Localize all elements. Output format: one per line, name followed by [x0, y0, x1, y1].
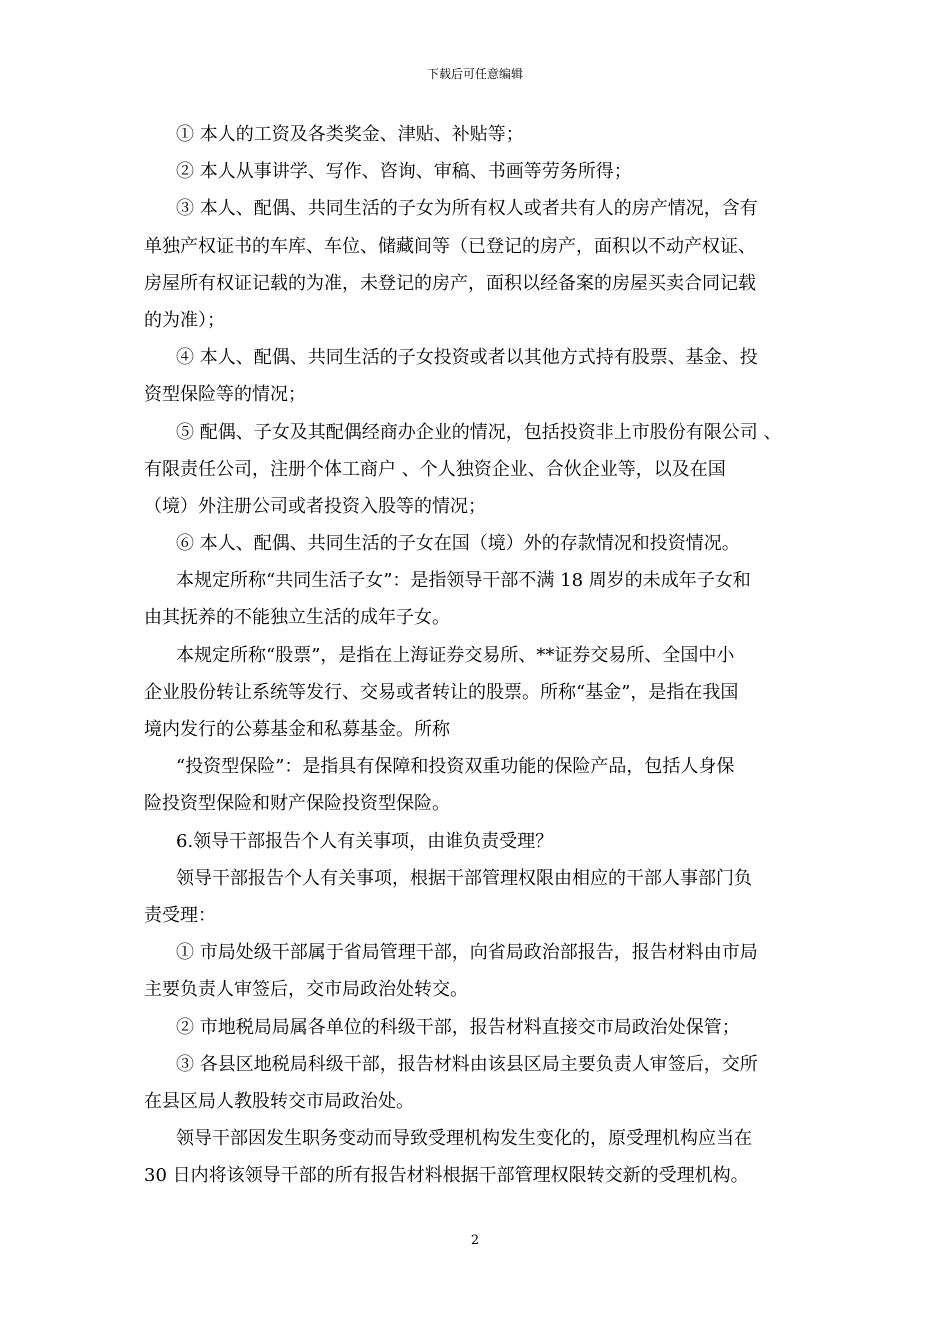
text-line: ① 本人的工资及各类奖金、津贴、补贴等； [176, 124, 524, 145]
text-line: 6.领导干部报告个人有关事项，由谁负责受理？ [176, 830, 554, 852]
text-line: 有限责任公司，注册个体工商户 、个人独资企业、合伙企业等，以及在国 [144, 458, 726, 480]
text-line: ③ 各县区地税局科级干部，报告材料由该县区局主要负责人审签后，交所 [176, 1053, 758, 1075]
text-line: 领导干部报告个人有关事项，根据干部管理权限由相应的干部人事部门负 [176, 867, 752, 889]
text-line: 责受理： [144, 904, 216, 926]
text-line: ② 市地税局局属各单位的科级干部，报告材料直接交市局政治处保管； [176, 1016, 740, 1038]
text-line: 由其抚养的不能独立生活的成年子女。 [144, 607, 450, 629]
text-line: 企业股份转让系统等发行、交易或者转让的股票。所称“基金”，是指在我国 [144, 681, 739, 703]
text-line: ④ 本人、配偶、共同生活的子女投资或者以其他方式持有股票、基金、投 [176, 347, 758, 369]
text-line: 领导干部因发生职务变动而导致受理机构发生变化的，原受理机构应当在 [176, 1128, 752, 1150]
document-body [144, 116, 808, 1194]
text-line: （境）外注册公司或者投资入股等的情况； [144, 495, 486, 517]
text-line: ③ 本人、配偶、共同生活的子女为所有权人或者共有人的房产情况，含有 [176, 198, 758, 220]
text-line: 本规定所称“共同生活子女”：是指领导干部不满 18 周岁的未成年子女和 [176, 570, 751, 592]
page-number: 2 [470, 1233, 480, 1248]
text-line: 本规定所称“股票”，是指在上海证券交易所、**证券交易所、全国中小 [176, 644, 735, 666]
text-line: ② 本人从事讲学、写作、咨询、审稿、书画等劳务所得； [176, 161, 632, 183]
page-header: 下载后可任意编辑 [426, 67, 523, 81]
text-line: ⑤ 配偶、子女及其配偶经商办企业的情况，包括投资非上市股份有限公司 、 [176, 421, 782, 443]
text-line: ⑥ 本人、配偶、共同生活的子女在国（境）外的存款情况和投资情况。 [176, 533, 740, 555]
text-line: 的为准）； [144, 309, 225, 331]
text-line: 境内发行的公募基金和私募基金。所称 [144, 719, 450, 740]
text-line: 30 日内将该领导干部的所有报告材料根据干部管理权限转交新的受理机构。 [144, 1165, 749, 1187]
text-line: 险投资型保险和财产保险投资型保险。 [144, 793, 450, 815]
text-line: 主要负责人审签后，交市局政治处转交。 [144, 979, 468, 1001]
text-line: 房屋所有权证记载的为准，未登记的房产，面积以经备案的房屋买卖合同记载 [144, 272, 756, 294]
text-line: 单独产权证书的车库、车位、储藏间等（已登记的房产，面积以不动产权证、 [144, 235, 756, 257]
text-line: 资型保险等的情况； [144, 384, 306, 406]
text-line: ① 市局处级干部属于省局管理干部，向省局政治部报告，报告材料由市局 [176, 942, 758, 964]
text-line: 在县区局人教股转交市局政治处。 [144, 1090, 414, 1112]
text-line: “投资型保险”：是指具有保障和投资双重功能的保险产品，包括人身保 [176, 756, 735, 778]
